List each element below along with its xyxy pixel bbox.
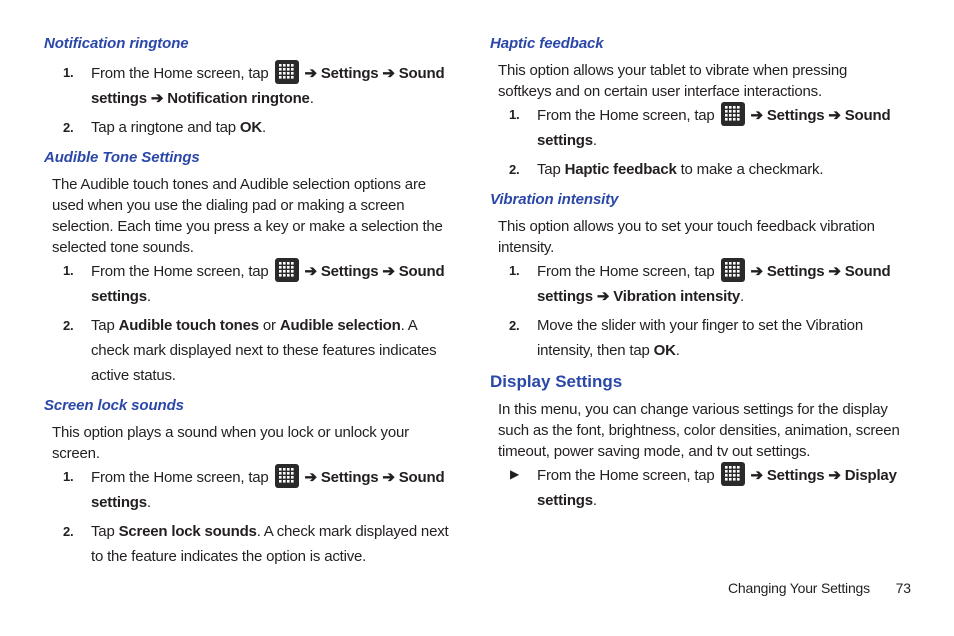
step-number: 1. <box>509 107 520 122</box>
heading-notification-ringtone: Notification ringtone <box>44 35 189 52</box>
audible-description: The Audible touch tones and Audible selection options are used when you use the dialing pad or making a screen selection. Each time you press a key or make a selection the selected tone sounds. <box>52 176 443 256</box>
audible-step-1: 1. From the Home screen, tap ➔ Settings ➔ Sound settings. <box>44 258 454 309</box>
heading-display-settings: Display Settings <box>490 372 623 391</box>
step-number: 2. <box>509 162 520 177</box>
bullet-triangle-icon: ▶ <box>510 467 520 481</box>
apps-grid-icon <box>275 464 299 488</box>
apps-grid-icon <box>721 258 745 282</box>
heading-haptic-feedback: Haptic feedback <box>490 35 604 52</box>
page-number: 73 <box>895 580 911 596</box>
apps-grid-icon <box>275 60 299 84</box>
heading-screen-lock-sounds: Screen lock sounds <box>44 397 184 414</box>
step-number: 2. <box>63 318 74 333</box>
step-number: 1. <box>63 263 74 278</box>
vibration-step-2: 2. Move the slider with your finger to set the Vibration intensity, then tap OK. <box>490 313 900 363</box>
haptic-step-1: 1. From the Home screen, tap ➔ Settings ➔ Sound settings. <box>490 102 900 153</box>
display-step: ▶ From the Home screen, tap ➔ Settings ➔ Display settings. <box>490 462 900 513</box>
screenlock-step-1: 1. From the Home screen, tap ➔ Settings ➔ Sound settings. <box>44 464 454 515</box>
notification-step-2: 2. Tap a ringtone and tap OK. <box>44 115 454 140</box>
screenlock-description: This option plays a sound when you lock or unlock your screen. <box>52 424 409 462</box>
chapter-title: Changing Your Settings <box>728 580 870 596</box>
apps-grid-icon <box>721 102 745 126</box>
right-column <box>490 32 900 513</box>
vibration-step-1: 1. From the Home screen, tap ➔ Settings ➔ Sound settings ➔ Vibration intensity. <box>490 258 900 309</box>
step-number: 2. <box>63 120 74 135</box>
step-number: 2. <box>509 318 520 333</box>
left-column <box>44 32 454 569</box>
vibration-description: This option allows you to set your touch feedback vibration intensity. <box>498 218 875 256</box>
apps-grid-icon <box>721 462 745 486</box>
page-footer <box>728 580 911 596</box>
notification-step-1: 1. From the Home screen, tap ➔ Settings ➔ Sound settings ➔ Notification ringtone. <box>44 60 454 111</box>
audible-step-2: 2. Tap Audible touch tones or Audible selection. A check mark displayed next to these features indicates active status. <box>44 313 454 388</box>
apps-grid-icon <box>275 258 299 282</box>
step-number: 2. <box>63 524 74 539</box>
step-number: 1. <box>63 65 74 80</box>
step-number: 1. <box>509 263 520 278</box>
step-number: 1. <box>63 469 74 484</box>
display-description: In this menu, you can change various settings for the display such as the font, brightness, color densities, animation, screen timeout, power saving mode, and tv out settings. <box>498 401 900 460</box>
haptic-description: This option allows your tablet to vibrate when pressing softkeys and on certain user interface interactions. <box>498 62 848 100</box>
screenlock-step-2: 2. Tap Screen lock sounds. A check mark displayed next to the feature indicates the option is active. <box>44 519 454 569</box>
haptic-step-2: 2. Tap Haptic feedback to make a checkmark. <box>490 157 900 182</box>
heading-audible-tone-settings: Audible Tone Settings <box>44 149 200 166</box>
heading-vibration-intensity: Vibration intensity <box>490 191 619 208</box>
